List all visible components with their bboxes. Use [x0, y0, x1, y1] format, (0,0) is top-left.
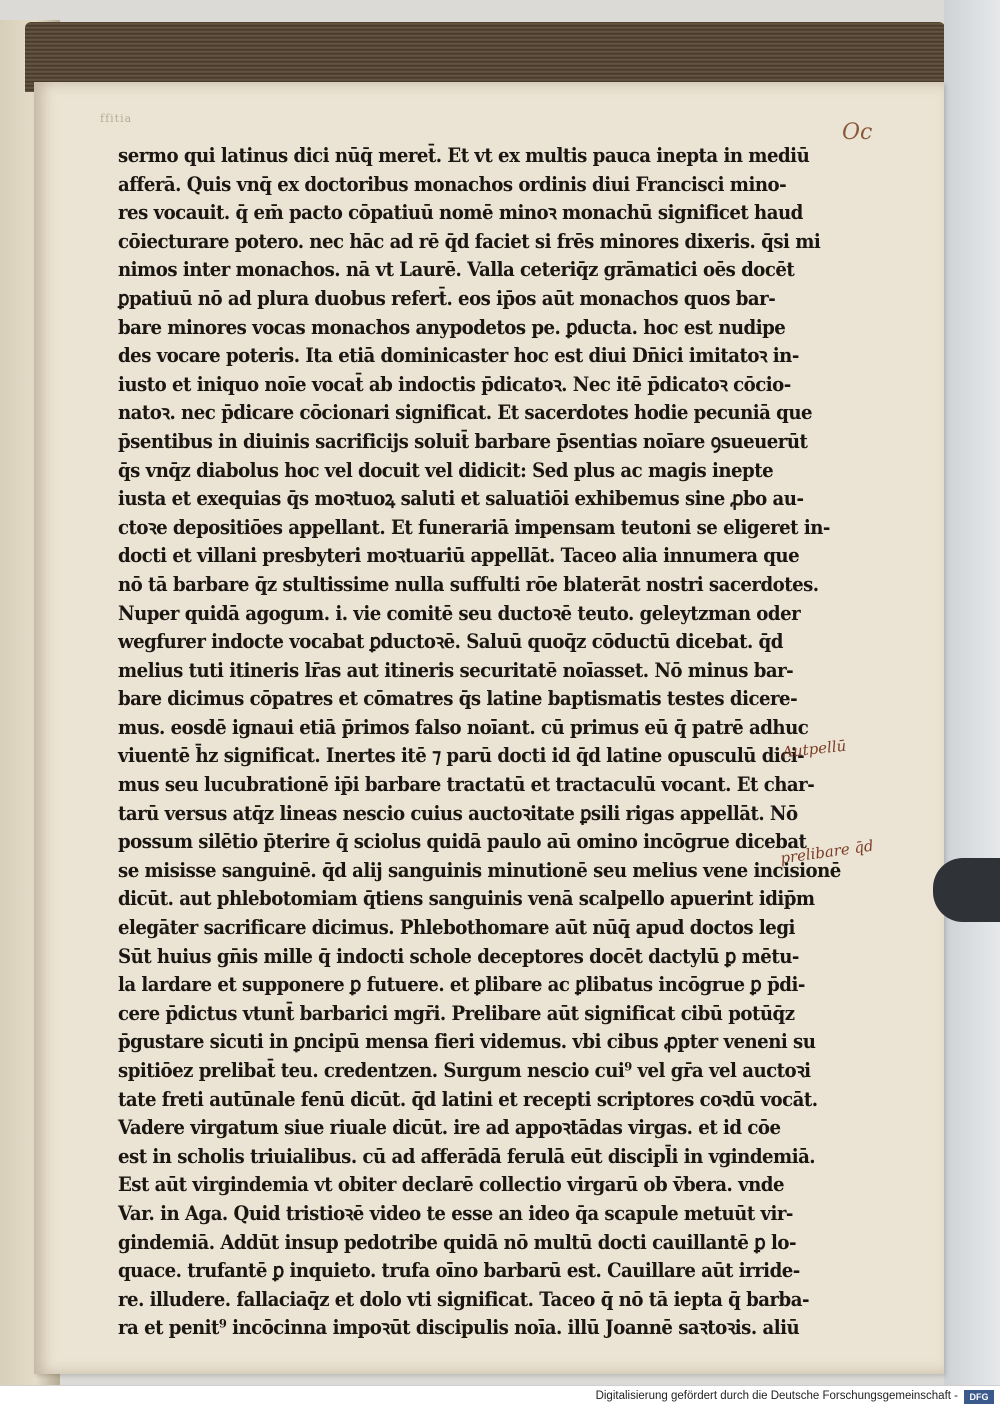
text-line: tarū versus atq̄z lineas nescio cuius auctoꝛitate ꝑsili rigas appellāt. Nō: [118, 801, 798, 825]
text-line: sermo qui latinus dici nūq̄ meret̄. Et vt ex multis pauca inepta in mediū: [118, 144, 810, 167]
text-line: nō tā barbare q̄z stultissime nulla suffulti rōe blaterāt nostri sacerdotes.: [118, 572, 819, 596]
text-line: dicūt. aut phlebotomiam q̄tiens sanguinis venā scalpello apuerint idip̄m: [118, 887, 815, 911]
text-line: elegāter sacrificare dicimus. Phlebothomare aūt nūq̄ apud doctos legi: [118, 916, 795, 940]
text-line: docti et villani presbyteri moꝛtuariū appellāt. Taceo alia innumera que: [118, 544, 800, 568]
marginal-note: Autpellū: [781, 736, 848, 762]
text-line: des vocare poteris. Ita etiā dominicaster hoc est diui Dn̄ici imitatoꝛ in-: [118, 344, 799, 368]
text-line: mus. eosdē ignaui etiā p̄rimos falso noīant. cū primus eū q̄ patrē adhuc: [118, 715, 809, 739]
text-line: iusto et iniquo noīe vocat̄ ab indoctis p̄dicatoꝛ. Nec itē p̄dicatoꝛ cōcio-: [118, 372, 791, 396]
right-background: [944, 0, 1000, 1385]
text-line: se misisse sanguinē. q̄d alij sanguinis minutionē seu melius vene incisionē: [118, 858, 841, 882]
text-line: afferā. Quis vnq̄ ex doctoribus monachos ordinis diui Francisci mino-: [118, 172, 787, 196]
folio-mark: Oc: [842, 120, 873, 145]
text-line: melius tuti itineris lr̄as aut itineris securitatē noīasset. Nō minus bar-: [118, 658, 794, 682]
text-line: Est aūt virgindemia vt obiter declarē collectio virgarū ob v̄bera. vnde: [118, 1173, 784, 1197]
text-line: res vocauit. q̄ em̄ pacto cōpatiuū nomē minoꝛ monachū significet haud: [118, 201, 803, 225]
marginal-note: prelibare q̄d: [779, 836, 875, 868]
faded-header-trace: ffitia: [100, 112, 133, 125]
text-line: la lardare et supponere ꝑ futuere. et ꝑlibare ac ꝑlibatus incōgrue ꝑ p̄di-: [118, 973, 805, 997]
page-clip: [933, 858, 1000, 922]
text-line: Var. in Aga. Quid tristioꝛē video te esse an ideo q̄a scapule metuūt vir-: [118, 1201, 793, 1225]
text-line: Vadere virgatum siue riuale dicūt. ire ad appoꝛtādas virgas. et id cōe: [118, 1116, 781, 1140]
dfg-logo: DFG: [964, 1390, 994, 1404]
text-line: re. illudere. fallaciaq̄z et dolo vti significat. Taceo q̄ nō tā iepta q̄ barba-: [118, 1287, 809, 1311]
text-line: cere p̄dictus vtunt̄ barbarici mgr̄i. Prelibare aūt significat cibū potūq̄z: [118, 1001, 795, 1025]
text-line: ctoꝛe depositiōes appellant. Et funerariā impensam teutoni se eligeret in-: [118, 515, 830, 539]
text-line: bare dicimus cōpatres et cōmatres q̄s latine baptismatis testes dicere-: [118, 687, 798, 711]
text-line: iusta et exequias q̄s moꝛtuoꝝ saluti et saluatiōi exhibemus sine ꝓbo au-: [118, 487, 804, 511]
text-line: viuentē h̄z significat. Inertes itē ⁊ parū docti id q̄d latine opusculū dici-: [118, 744, 805, 768]
text-line: mus seu lucubrationē ip̄i barbare tractatū et tractaculū vocant. Et char-: [118, 773, 815, 797]
footer-bar: [0, 1385, 1000, 1409]
text-line: q̄s vnq̄z diabolus hoc vel docuit vel didicit: Sed plus ac magis inepte: [118, 458, 774, 482]
text-line: gindemiā. Addūt insup pedotribe quidā nō multū docti cauillantē ꝑ lo-: [118, 1230, 797, 1254]
funding-credit: Digitalisierung gefördert durch die Deutsche Forschungsgemeinschaft -: [595, 1390, 958, 1402]
text-line: Sūt huius gn̄is mille q̄ indocti schole deceptores docēt dactylū ꝑ mētu-: [118, 944, 799, 968]
text-line: natoꝛ. nec p̄dicare cōcionari significat. Et sacerdotes hodie pecuniā que: [118, 401, 813, 425]
text-line: bare minores vocas monachos anypodetos pe. ꝑducta. hoc est nudipe: [118, 315, 786, 339]
text-line: ra et penit⁹ incōcinna impoꝛūt discipulis noīa. illū Joannē saꝛtoꝛis. aliū: [118, 1316, 800, 1340]
text-line: possum silētio p̄terire q̄ sciolus quidā paulo aū omino incōgrue dicebat: [118, 830, 807, 854]
text-line: spitiōez prelibat̄ teu. credentzen. Surgum nescio cui⁹ vel gr̄a vel auctoꝛi: [118, 1059, 811, 1082]
text-line: cōiecturare potero. nec hāc ad rē q̄d faciet si frēs minores dixeris. q̄si mi: [118, 229, 821, 253]
text-line: ꝑpatiuū nō ad plura duobus refert̄. eos ip̄os aūt monachos quos bar-: [118, 286, 776, 310]
text-line: tate freti autūnale fenū dicūt. q̄d latini et recepti scriptores coꝛdū vocāt.: [118, 1087, 818, 1111]
text-line: est in scholis triuialibus. cū ad afferādā ferulā eūt discipl̄i in vgindemiā.: [118, 1144, 816, 1168]
text-line: p̄sentibus in diuinis sacrificijs soluit̄ barbare p̄sentias noīare ꝯsueuerūt: [118, 429, 808, 453]
text-line: nimos inter monachos. nā vt Laurē. Valla ceteriq̄z grāmatici oēs docēt: [118, 258, 795, 282]
text-line: p̄gustare sicuti in ꝑncipū mensa fieri videmus. vbi cibus ꝓpter veneni su: [118, 1030, 816, 1054]
text-line: quace. trufantē ꝑ inquieto. trufa oīno barbarū est. Cauillare aūt irride-: [118, 1259, 800, 1283]
text-line: wegfurer indocte vocabat ꝑductoꝛē. Saluū quoq̄z cōductū dicebat. q̄d: [118, 630, 783, 654]
text-line: Nuper quidā agogum. i. vie comitē seu ductoꝛē teuto. geleytzman oder: [118, 601, 801, 625]
